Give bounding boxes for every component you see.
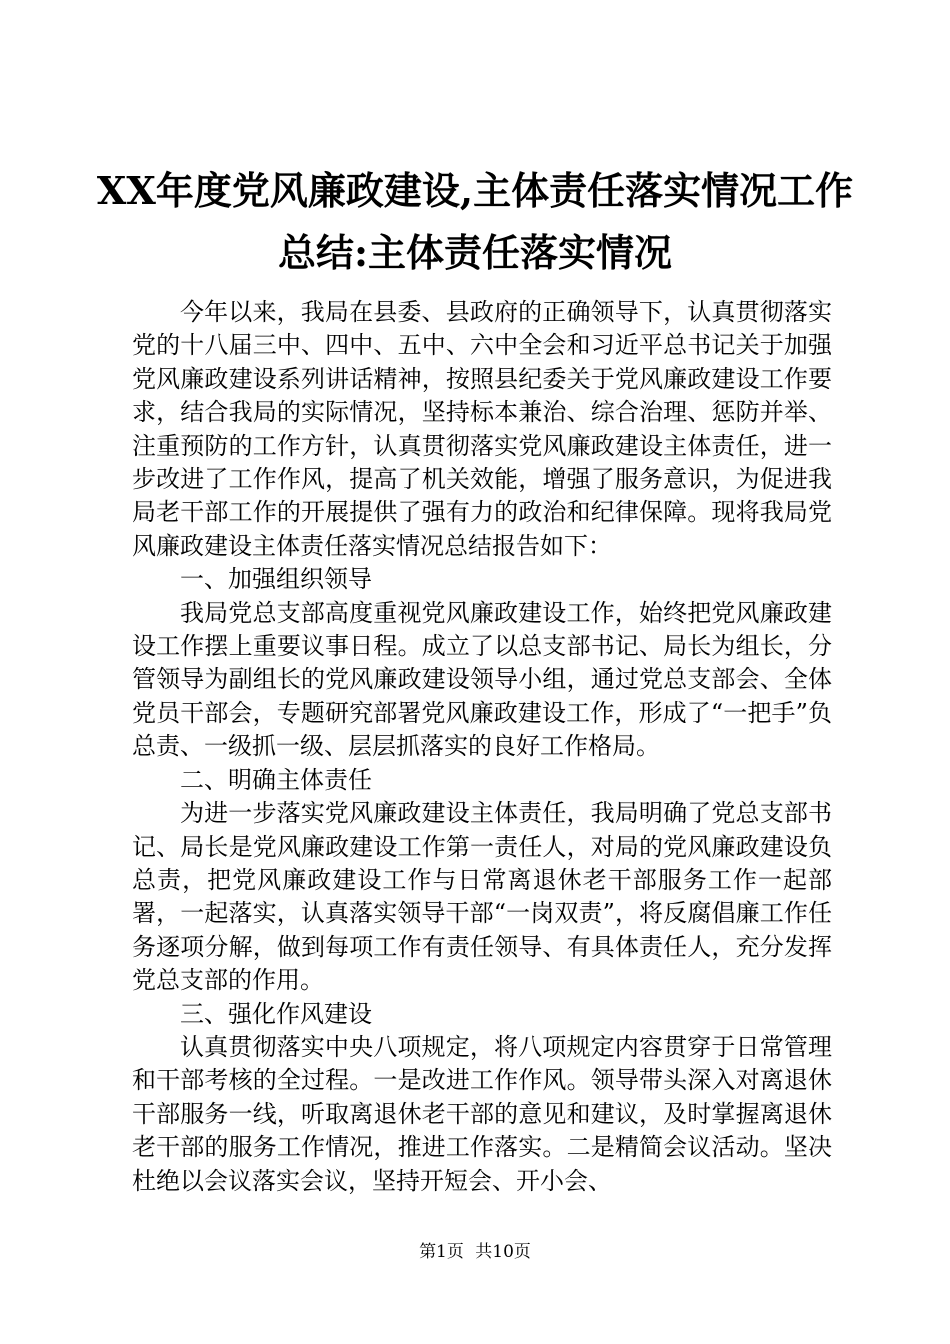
page-footer [0, 1241, 950, 1263]
paragraph-section-2: 为进一步落实党风廉政建设主体责任，我局明确了党总支部书记、局长是党风廉政建设工作第一责任人，对局的党风廉政建设负总责，把党风廉政建设工作与日常离退休老干部服务工作一起部署，一起落实，认真落实领导干部“一岗双责”，将反腐倡廉工作任务逐项分解，做到每项工作有责任领导、有具体责任人，充分发挥党总支部的作用。 [132, 799, 832, 995]
section-heading-2: 二、明确主体责任 [180, 765, 372, 794]
paragraph-intro: 今年以来，我局在县委、县政府的正确领导下，认真贯彻落实党的十八届三中、四中、五中、六中全会和习近平总书记关于加强党风廉政建设系列讲话精神，按照县纪委关于党风廉政建设工作要求，结合我局的实际情况，坚持标本兼治、综合治理、惩防并举、注重预防的工作方针，认真贯彻落实党风廉政建设主体责任，进一步改进了工作作风，提高了机关效能，增强了服务意识，为促进我局老干部工作的开展提供了强有力的政治和纪律保障。现将我局党风廉政建设主体责任落实情况总结报告如下： [132, 298, 832, 560]
page-number: 第1页 [419, 1242, 464, 1262]
section-heading-3: 三、强化作风建设 [180, 999, 372, 1028]
paragraph-section-3: 认真贯彻落实中央八项规定，将八项规定内容贯穿于日常管理和干部考核的全过程。一是改进工作作风。领导带头深入对离退休干部服务一线，听取离退休老干部的意见和建议，及时掌握离退休老干部的服务工作情况，推进工作落实。二是精简会议活动。坚决杜绝以会议落实会议，坚持开短会、开小会、 [132, 1032, 832, 1195]
page-total: 共10页 [475, 1242, 531, 1262]
section-heading-1: 一、加强组织领导 [180, 565, 372, 594]
document-title: XX年度党风廉政建设,主体责任落实情况工作总结:主体责任落实情况 [96, 168, 854, 275]
paragraph-section-1: 我局党总支部高度重视党风廉政建设工作，始终把党风廉政建设工作摆上重要议事日程。成立了以总支部书记、局长为组长，分管领导为副组长的党风廉政建设领导小组，通过党总支部会、全体党员干部会，专题研究部署党风廉政建设工作，形成了“一把手”负总责、一级抓一级、层层抓落实的良好工作格局。 [132, 598, 832, 761]
document-body [132, 296, 832, 1198]
